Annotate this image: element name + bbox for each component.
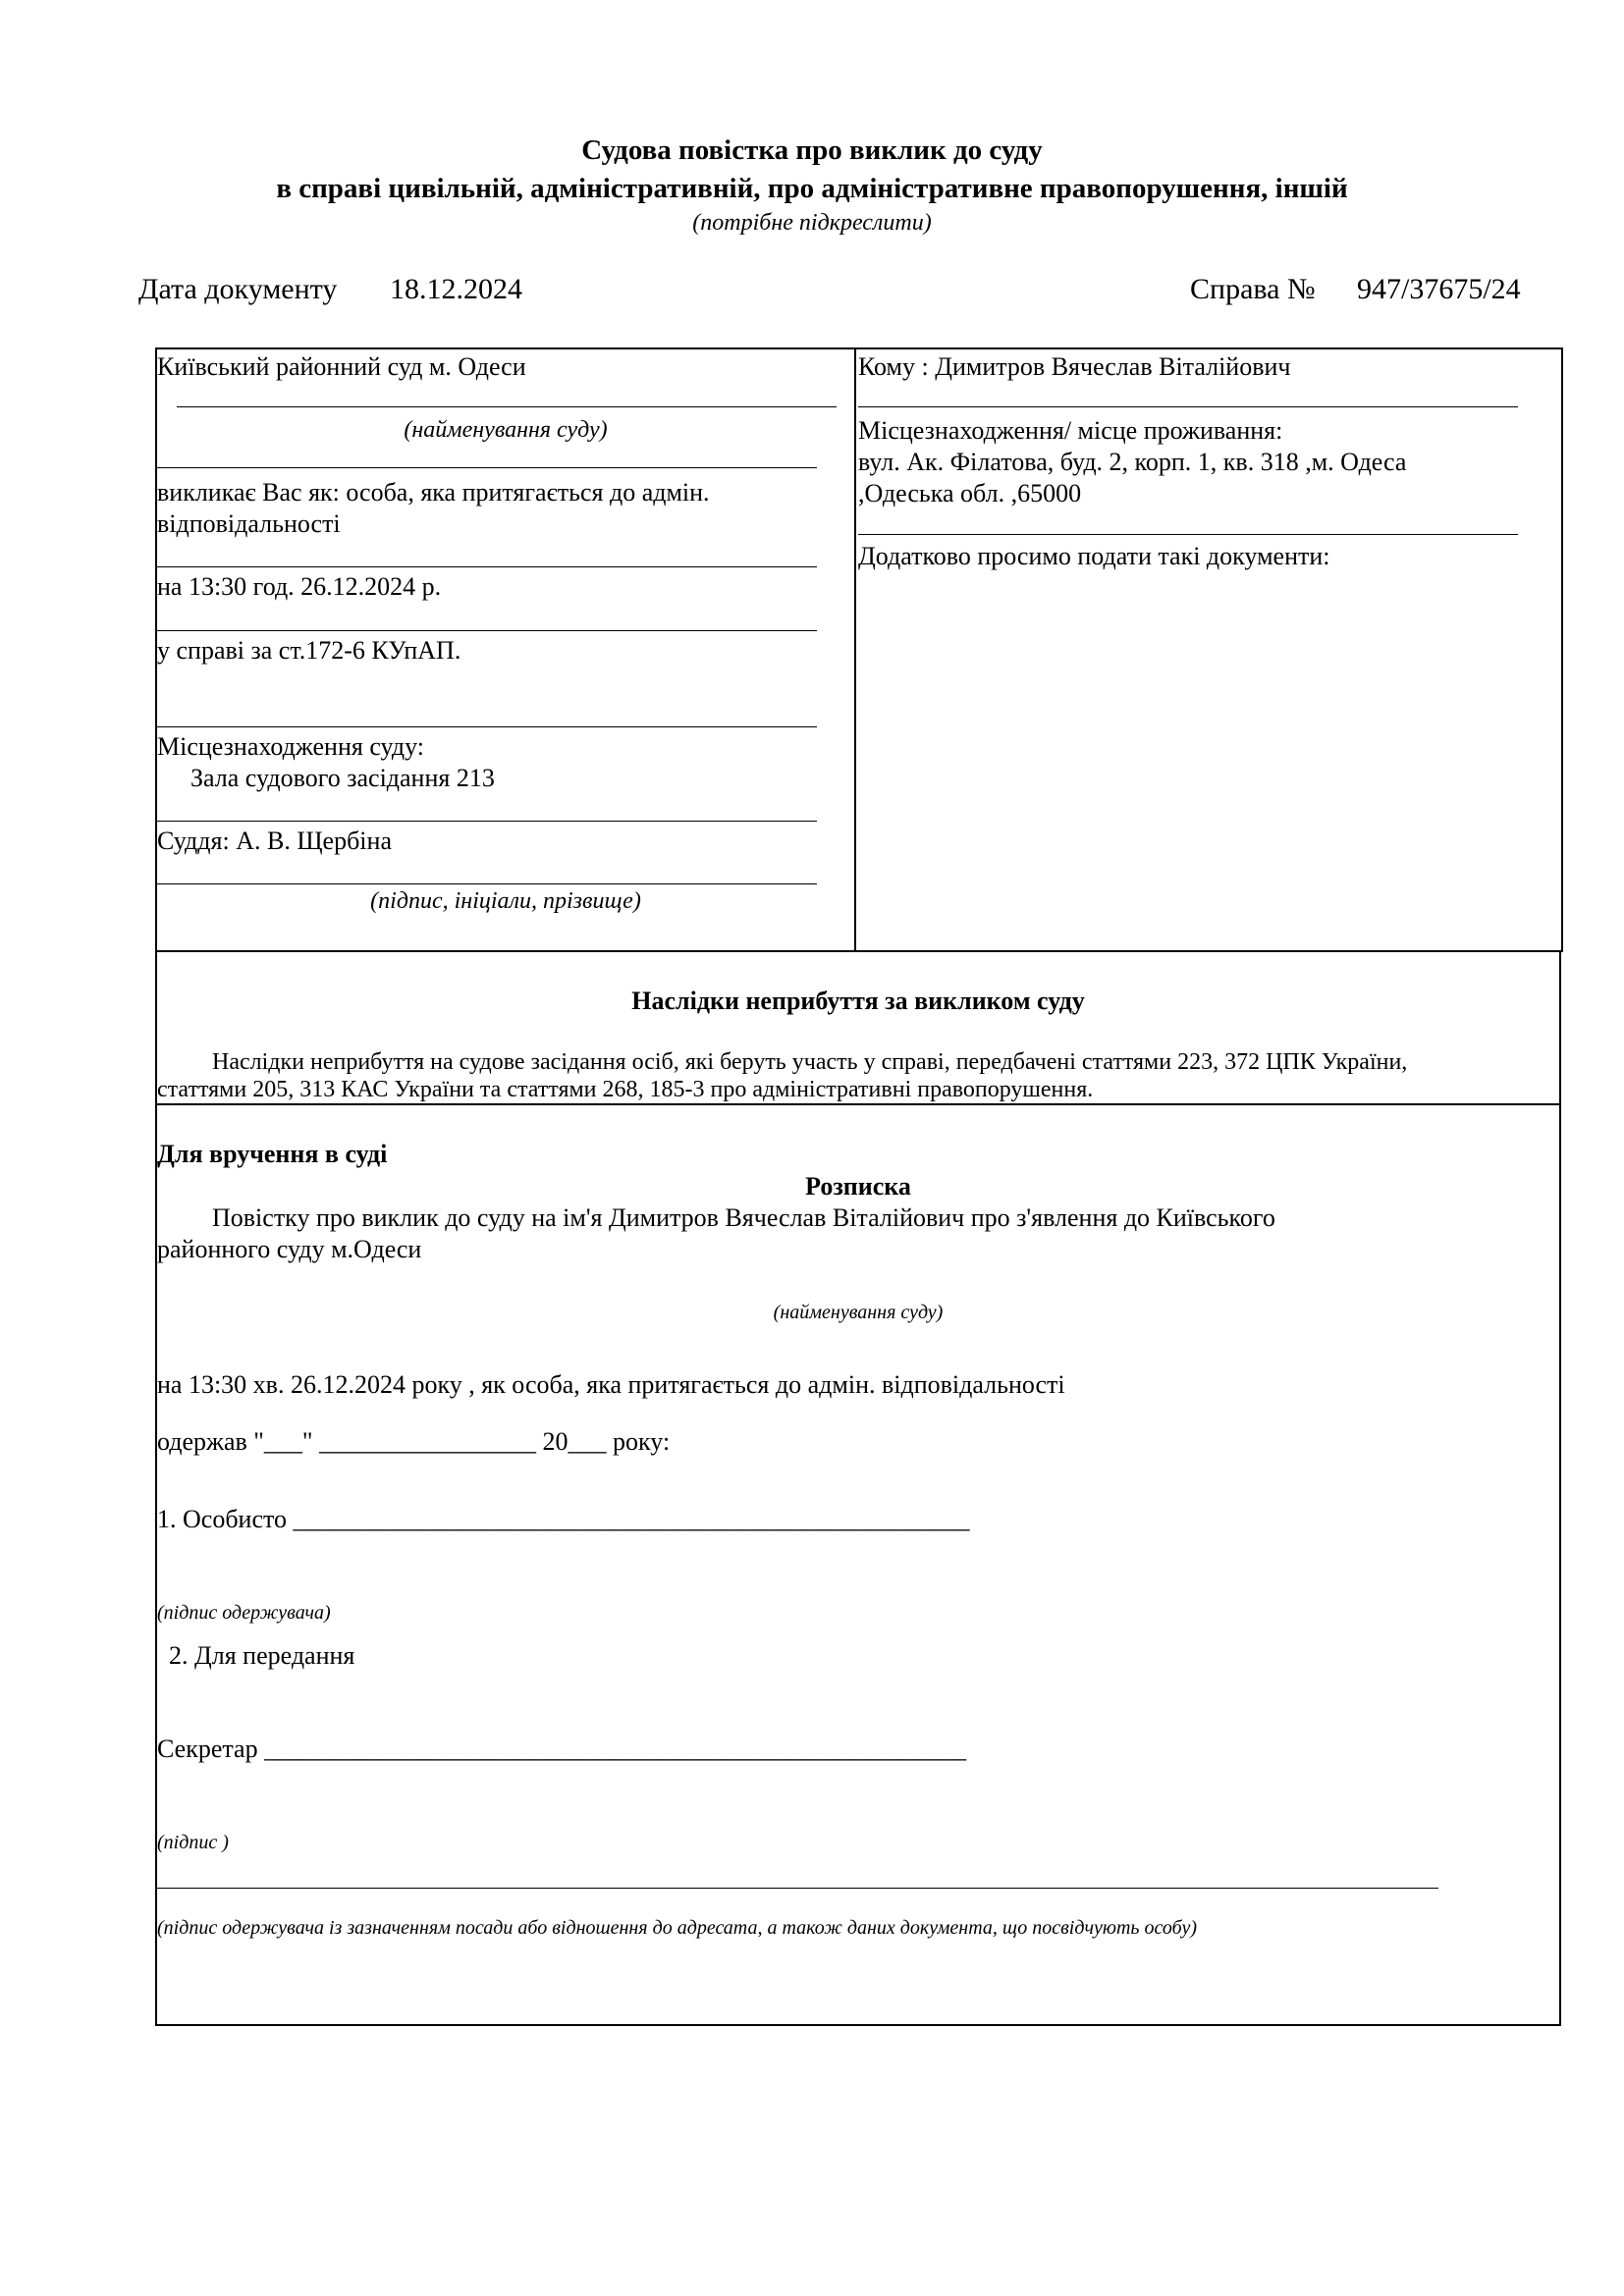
receipt-heading: Розписка <box>805 1172 911 1201</box>
court-location-label: Місцезнаходження суду: <box>157 732 424 761</box>
secretary-signature-caption: (підпис ) <box>157 1832 229 1853</box>
address-line2: ,Одеська обл. ,65000 <box>858 479 1082 507</box>
recipient-signature-caption: (підпис одержувача) <box>157 1602 331 1624</box>
case-number-value: 947/37675/24 <box>1357 273 1521 305</box>
receipt-text-line1: Повістку про виклик до суду на ім'я Димитров Вячеслав Віталійович про з'явлення до Київського <box>212 1203 1275 1232</box>
court-name-caption: (найменування суду) <box>404 417 608 443</box>
address-label: Місцезнаходження/ місце проживання: <box>858 416 1283 445</box>
consequences-heading: Наслідки неприбуття за викликом суду <box>631 987 1085 1015</box>
judge-underline <box>157 883 817 884</box>
recipient-underline <box>858 406 1518 407</box>
court-name: Київський районний суд м. Одеси <box>157 352 526 381</box>
summons-as-line1: викликає Вас як: особа, яка притягається до адмін. <box>157 478 710 507</box>
final-signature-line <box>157 1888 1438 1889</box>
consequences-bottom-border <box>155 1103 1561 1105</box>
secretary-line: Секретар _______________________________________________________ <box>157 1735 967 1763</box>
court-name-underline <box>177 406 837 407</box>
hearing-underline <box>157 630 817 631</box>
receipt-bottom-border <box>155 2024 1561 2026</box>
consequences-right-border <box>1559 950 1561 1105</box>
case-article: у справі за ст.172-6 КУпАП. <box>157 636 461 665</box>
address-underline <box>858 534 1518 535</box>
for-court-delivery: Для вручення в суді <box>157 1140 388 1168</box>
column-divider <box>854 347 856 952</box>
document-date-label: Дата документу <box>138 273 338 305</box>
signature-caption: (підпис, ініціали, прізвище) <box>370 888 641 914</box>
court-location-value: Зала судового засідання 213 <box>190 764 495 792</box>
summons-underline <box>157 566 817 567</box>
judge-name: Суддя: А. В. Щербіна <box>157 827 392 855</box>
receipt-text-line2: районного суду м.Одеси <box>157 1235 422 1263</box>
summons-as-line2: відповідальності <box>157 509 341 538</box>
personally-line: 1. Особисто _____________________________________________________ <box>157 1505 970 1533</box>
title-note: (потрібне підкреслити) <box>692 210 932 236</box>
case-number-label: Справа № <box>1190 273 1316 305</box>
consequences-text-line1: Наслідки неприбуття на судове засідання осіб, які беруть участь у справі, передбачені статтями 223, 372 ЦПК України, <box>212 1049 1408 1075</box>
receipt-right-border <box>1559 1103 1561 2026</box>
for-transfer: 2. Для передання <box>169 1641 355 1670</box>
hearing-time: на 13:30 год. 26.12.2024 р. <box>157 572 442 601</box>
address-line1: вул. Ак. Філатова, буд. 2, корп. 1, кв. 318 ,м. Одеса <box>858 448 1407 476</box>
recipient: Кому : Димитров Вячеслав Віталійович <box>858 352 1291 381</box>
location-underline <box>157 821 817 822</box>
document-title-line1: Судова повістка про виклик до суду <box>581 134 1043 166</box>
appearance-line: на 13:30 хв. 26.12.2024 року , як особа, яка притягається до адмін. відповідальності <box>157 1370 1065 1399</box>
final-signature-caption: (підпис одержувача із зазначенням посади або відношення до адресата, а також даних документа, що посвідчують особу) <box>157 1917 1197 1939</box>
documents-request: Додатково просимо подати такі документи: <box>858 542 1330 570</box>
caption-underline <box>157 467 817 468</box>
document-title-line2: в справі цивільній, адміністративній, про адміністративне правопорушення, іншій <box>276 173 1348 204</box>
article-underline <box>157 726 817 727</box>
received-line: одержав "___" _________________ 20___ року: <box>157 1427 671 1456</box>
document-date-value: 18.12.2024 <box>390 273 522 305</box>
receipt-court-caption: (найменування суду) <box>773 1302 944 1323</box>
consequences-text-line2: статтями 205, 313 КАС України та статтями 268, 185-3 про адміністративні правопорушення. <box>157 1077 1094 1102</box>
